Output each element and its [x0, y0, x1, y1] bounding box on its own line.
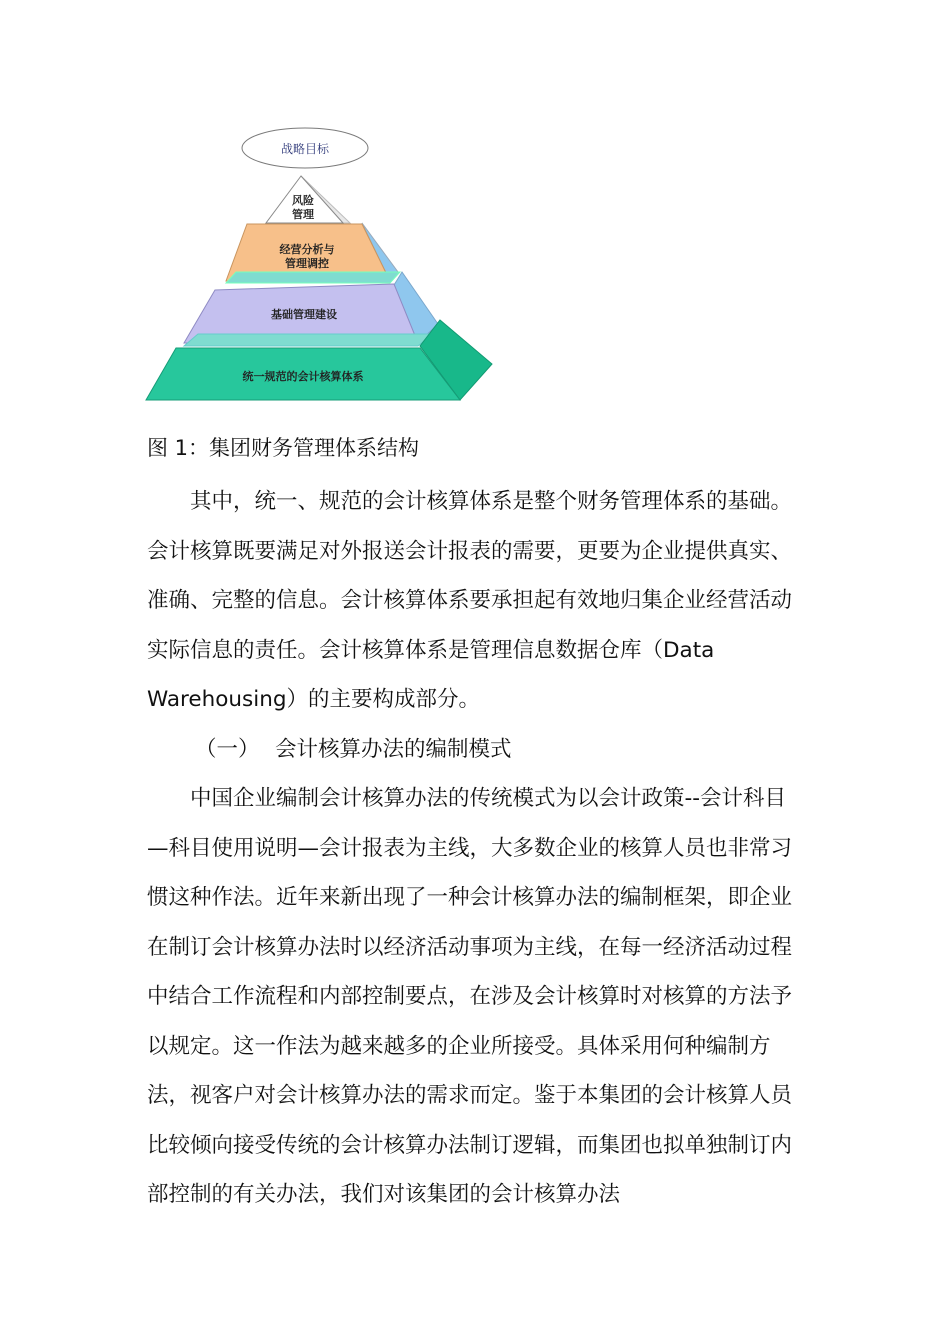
body-text [147, 477, 807, 1220]
level-risk-label-2: 管理 [292, 208, 314, 221]
paragraph-2: 中国企业编制会计核算办法的传统模式为以会计政策--会计科目—科目使用说明—会计报表为主线，大多数企业的核算人员也非常习惯这种作法。近年来新出现了一种会计核算办法的编制框架，即企业在制订会计核算办法时以经济活动事项为主线，在每一经济活动过程中结合工作流程和内部控制要点，在涉及会计核算时对核算的方法予以规定。这一作法为越来越多的企业所接受。具体采用何种编制方法，视客户对会计核算办法的需求而定。鉴于本集团的会计核算人员比较倾向接受传统的会计核算办法制订逻辑，而集团也拟单独制订内部控制的有关办法，我们对该集团的会计核算办法 [147, 786, 793, 1207]
section-heading-text: 会计核算办法的编制模式 [275, 736, 512, 762]
section-heading [147, 725, 807, 775]
level-risk-label-1: 风险 [292, 194, 314, 207]
level-basic-top [226, 272, 400, 283]
level-basic-label: 基础管理建设 [271, 308, 337, 321]
goal-label: 战略目标 [280, 142, 330, 156]
section-heading-number: （一） [195, 736, 260, 762]
pyramid-diagram [140, 124, 500, 408]
level-analysis-label-2: 管理调控 [285, 257, 329, 270]
figure-caption: 图 1：集团财务管理体系结构 [147, 436, 420, 460]
paragraph-1: 其中，统一、规范的会计核算体系是整个财务管理体系的基础。会计核算既要满足对外报送会计报表的需要，更要为企业提供真实、准确、完整的信息。会计核算体系要承担起有效地归集企业经营活动实际信息的责任。会计核算体系是管理信息数据仓库（Data Warehousing）的主要构成部分。 [147, 489, 793, 712]
level-analysis-label-1: 经营分析与 [279, 243, 335, 256]
level-accounting-label: 统一规范的会计核算体系 [242, 370, 364, 383]
level-accounting-top [184, 334, 432, 346]
